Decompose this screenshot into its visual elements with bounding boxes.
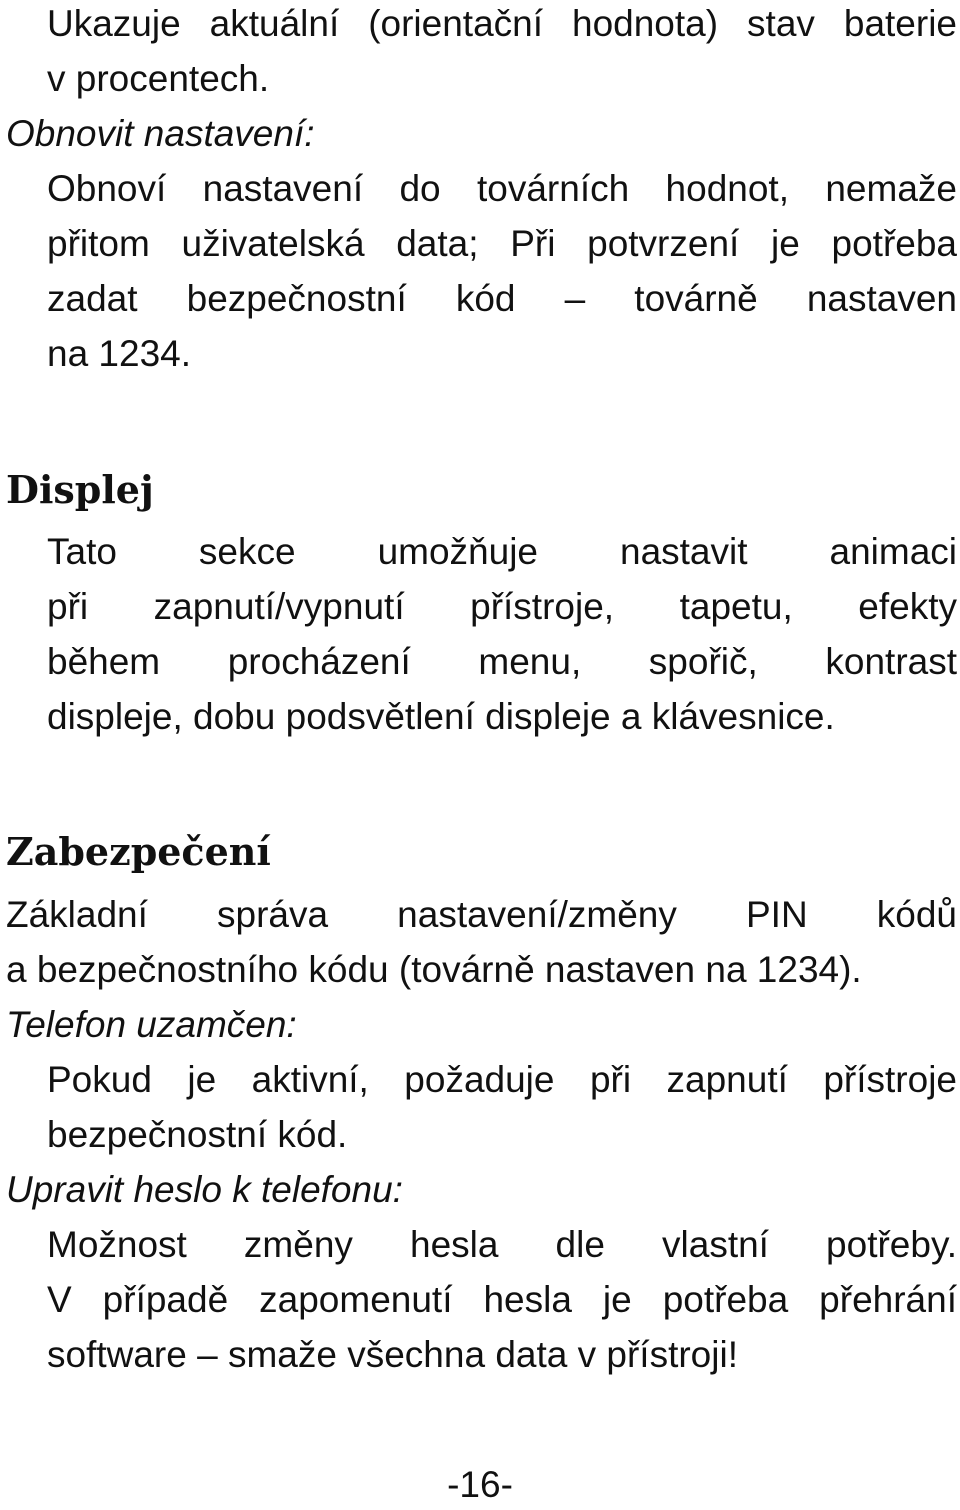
phone-lock-description-line-2: bezpečnostní kód. xyxy=(47,1114,348,1155)
reset-description-line-4: na 1234. xyxy=(47,333,192,374)
reset-description-line-2: přitom uživatelská data; Při potvrzení je potřeba xyxy=(47,223,957,264)
security-description-line-1: Základní správa nastavení/změny PIN kódů xyxy=(6,894,957,935)
change-password-description-line-3: software – smaže všechna data v přístroji! xyxy=(47,1334,738,1375)
reset-settings-label: Obnovit nastavení: xyxy=(6,113,315,154)
display-description-line-3: během procházení menu, spořič, kontrast xyxy=(47,641,957,682)
battery-description-line-2: v procentech. xyxy=(47,58,270,99)
phone-lock-description-line-1: Pokud je aktivní, požaduje při zapnutí přístroje xyxy=(47,1059,957,1100)
security-section-heading: Zabezpečení xyxy=(6,829,271,874)
battery-description-line-1: Ukazuje aktuální (orientační hodnota) stav baterie xyxy=(47,3,957,44)
display-description-line-1: Tato sekce umožňuje nastavit animaci xyxy=(47,531,957,572)
phone-lock-label: Telefon uzamčen: xyxy=(6,1004,297,1045)
change-password-label: Upravit heslo k telefonu: xyxy=(6,1169,403,1210)
security-description-line-2: a bezpečnostního kódu (továrně nastaven na 1234). xyxy=(6,949,862,990)
change-password-description-line-1: Možnost změny hesla dle vlastní potřeby. xyxy=(47,1224,957,1265)
display-description-line-4: displeje, dobu podsvětlení displeje a klávesnice. xyxy=(47,696,835,737)
page-number: -16- xyxy=(447,1464,513,1505)
reset-description-line-3: zadat bezpečnostní kód – továrně nastaven xyxy=(47,278,957,319)
display-section-heading: Displej xyxy=(6,467,154,512)
reset-description-line-1: Obnoví nastavení do továrních hodnot, nemaže xyxy=(47,168,957,209)
change-password-description-line-2: V případě zapomenutí hesla je potřeba přehrání xyxy=(47,1279,957,1320)
display-description-line-2: při zapnutí/vypnutí přístroje, tapetu, efekty xyxy=(47,586,957,627)
